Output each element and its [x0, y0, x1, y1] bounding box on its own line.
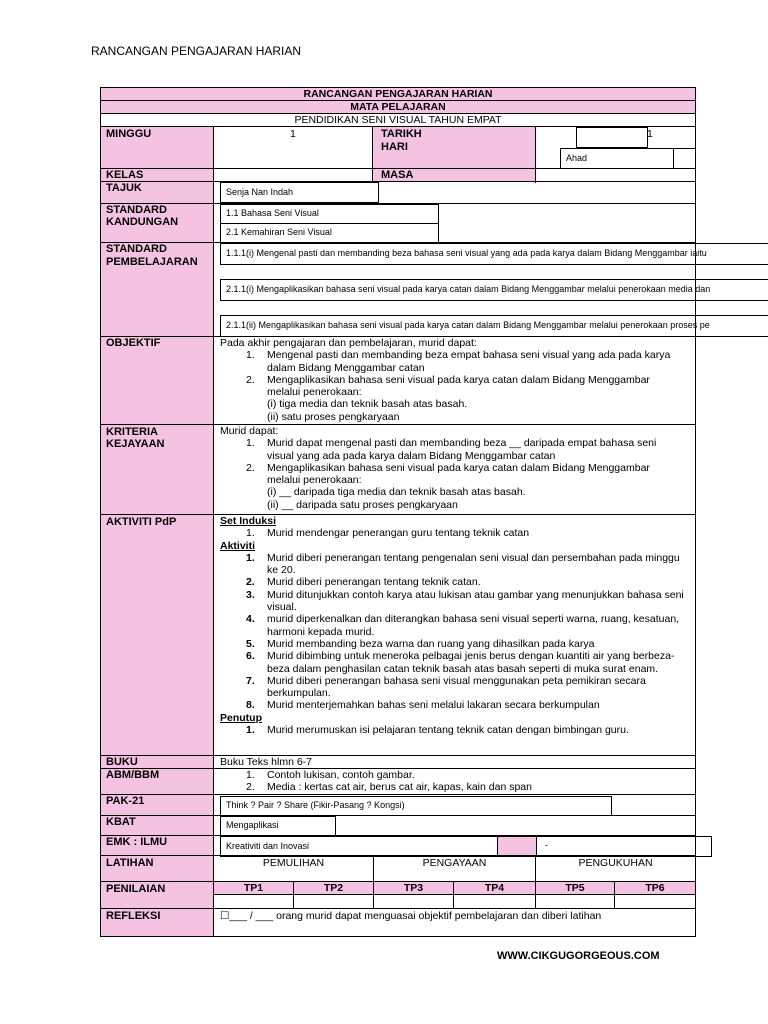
subject-title: PENDIDIKAN SENI VISUAL TAHUN EMPAT	[294, 114, 502, 126]
tp4: TP4	[484, 882, 505, 894]
abm-label: ABM/BBM	[106, 769, 160, 781]
penutup-item: 1. Murid merumuskan isi pelajaran tentang teknik catan dengan bimbingan guru.	[246, 724, 629, 737]
aktiviti-content	[220, 515, 690, 736]
abm-item: 1. Contoh lukisan, contoh gambar.	[246, 769, 415, 781]
kriteria-content	[220, 425, 690, 511]
aktiviti-item: 5. Murid membanding beza warna dan ruang yang dihasilkan pada karya	[246, 637, 595, 650]
tarikh-label: TARIKH	[381, 128, 422, 140]
doc-header: RANCANGAN PENGAJARAN HARIAN	[91, 44, 302, 58]
emk-pink-cell	[497, 836, 537, 857]
tajuk-value: Senja Nan Indah	[226, 187, 294, 197]
penilaian-label: PENILAIAN	[106, 883, 166, 895]
kelas-label: KELAS	[106, 169, 144, 181]
aktiviti-item: 3. Murid ditunjukkan contoh karya atau lukisan atau gambar yang menunjukkan bahasa seni visual.	[246, 588, 684, 614]
kriteria-item: 1. Murid dapat mengenal pasti dan membanding beza __ daripada empat bahasa seni visual yang ada pada karya dalam Bidang Menggambar catan	[246, 437, 657, 462]
sk-label-1: STANDARD	[106, 204, 167, 216]
objektif-content	[220, 337, 690, 423]
set-induksi-item: 1. Murid mendengar penerangan guru tentang teknik catan	[246, 527, 530, 540]
emk-value: Kreativiti dan Inovasi	[226, 841, 310, 851]
hari-label: HARI	[381, 141, 408, 153]
tp3: TP3	[403, 882, 424, 894]
objektif-sub-1: (i) tiga media dan teknik basah atas basah.	[267, 398, 468, 411]
buku-value: Buku Teks hlmn 6-7	[220, 756, 313, 768]
set-induksi-heading: Set Induksi	[220, 515, 277, 527]
latihan-pengukuhan: PENGUKUHAN	[578, 857, 653, 869]
kriteria-label-2: KEJAYAAN	[106, 438, 165, 450]
title-1: RANCANGAN PENGAJARAN HARIAN	[303, 88, 493, 100]
sp-label-2: PEMBELAJARAN	[106, 256, 198, 268]
buku-label: BUKU	[106, 756, 138, 768]
sk-item-2: 2.1 Kemahiran Seni Visual	[226, 227, 332, 237]
objektif-item: 1. Mengenal pasti dan membanding beza empat bahasa seni visual yang ada pada karya dalam Bidang Menggambar catan	[246, 349, 671, 374]
aktiviti-item: 2. Murid diberi penerangan tentang teknik catan.	[246, 576, 481, 589]
kbat-label: KBAT	[106, 816, 136, 828]
objektif-sub-2: (ii) satu proses pengkaryaan	[267, 410, 400, 423]
sp-item-1: 1.1.1(i) Mengenal pasti dan membanding beza bahasa seni visual yang ada pada karya dalam Bidang Menggambar iaitu	[226, 248, 707, 258]
tarikh-box	[576, 127, 648, 148]
title-2: MATA PELAJARAN	[350, 101, 446, 113]
masa-label: MASA	[381, 169, 414, 181]
pak21-label: PAK-21	[106, 795, 145, 807]
aktiviti-heading: Aktiviti	[220, 539, 256, 552]
sk-item-1: 1.1 Bahasa Seni Visual	[226, 208, 319, 218]
tajuk-label: TAJUK	[106, 182, 142, 194]
minggu-value: 1	[290, 128, 296, 140]
sp-item-2: 2.1.1(i) Mengaplikasikan bahasa seni visual pada karya catan dalam Bidang Menggambar melalui penerokaan media dan	[226, 284, 711, 294]
latihan-pemulihan: PEMULIHAN	[262, 857, 325, 869]
hari-box-extra	[673, 148, 696, 169]
emk-extra: -	[545, 840, 548, 850]
kriteria-label-1: KRITERIA	[106, 426, 158, 438]
kbat-value: Mengaplikasi	[226, 820, 279, 830]
abm-content	[220, 769, 690, 794]
objektif-item: 2. Mengaplikasikan bahasa seni visual pada karya catan dalam Bidang Menggambar melalui penerokaan:	[246, 373, 650, 399]
objektif-intro: Pada akhir pengajaran dan pembelajaran, murid dapat:	[220, 337, 477, 349]
refleksi-value: ☐___ / ___ orang murid dapat menguasai objektif pembelajaran dan diberi latihan	[220, 910, 602, 922]
emk-label: EMK : ILMU	[106, 836, 168, 848]
title-band-2	[101, 101, 695, 113]
abm-item: 2. Media : kertas cat air, berus cat air, kapas, kain dan span	[246, 781, 532, 794]
aktiviti-item: 8. Murid menterjemahkan bahas seni melalui lakaran secara berkumpulan	[246, 699, 600, 712]
kriteria-intro: Murid dapat:	[220, 425, 279, 437]
tp1: TP1	[243, 882, 264, 894]
aktiviti-item: 6. Murid dibimbing untuk meneroka pelbagai jenis berus dengan kuantiti air yang berbeza-beza dalam penghasilan catan teknik basah atas basah seperti di muka surat enam.	[246, 650, 675, 675]
tarikh-value: 1	[647, 128, 653, 140]
latihan-label: LATIHAN	[106, 857, 154, 869]
sp-item-3: 2.1.1(ii) Mengaplikasikan bahasa seni visual pada karya catan dalam Bidang Menggambar melalui penerokaan proses pe	[226, 320, 710, 330]
kriteria-sub-1: (i) __ daripada tiga media dan teknik basah atas basah.	[267, 486, 526, 499]
pak21-value: Think ? Pair ? Share (Fikir-Pasang ? Kongsi)	[226, 800, 405, 810]
tp6: TP6	[645, 882, 665, 894]
kriteria-sub-2: (ii) __ daripada satu proses pengkaryaan	[267, 498, 458, 511]
aktiviti-label: AKTIVITI PdP	[106, 516, 177, 528]
aktiviti-item: 4. murid diperkenalkan dan diterangkan bahasa seni visual seperti warna, ruang, kesatuan, harmoni kepada murid.	[246, 613, 680, 638]
latihan-pengayaan: PENGAYAAN	[422, 857, 487, 869]
tp5: TP5	[565, 882, 585, 894]
title-band-1	[101, 88, 695, 100]
minggu-label: MINGGU	[106, 128, 152, 140]
refleksi-label: REFLEKSI	[106, 910, 161, 922]
objektif-label: OBJEKTIF	[106, 337, 161, 349]
tp2: TP2	[323, 882, 344, 894]
penutup-heading: Penutup	[220, 711, 262, 724]
aktiviti-item: 7. Murid diberi penerangan bahasa seni visual menggunakan peta pemikiran secara berkumpulan.	[246, 674, 646, 700]
footer-url[interactable]: WWW.CIKGUGORGEOUS.COM	[497, 950, 660, 962]
hari-value: Ahad	[566, 153, 588, 163]
kriteria-item: 2. Mengaplikasikan bahasa seni visual pada karya catan dalam Bidang Menggambar melalui penerokaan:	[246, 461, 650, 487]
emk-extra-box	[536, 836, 712, 857]
sk-label-2: KANDUNGAN	[106, 216, 179, 228]
aktiviti-item: 1. Murid diberi penerangan tentang pengenalan seni visual dan persembahan pada minggu ke 20.	[246, 551, 680, 577]
sp-label-1: STANDARD	[106, 243, 167, 255]
